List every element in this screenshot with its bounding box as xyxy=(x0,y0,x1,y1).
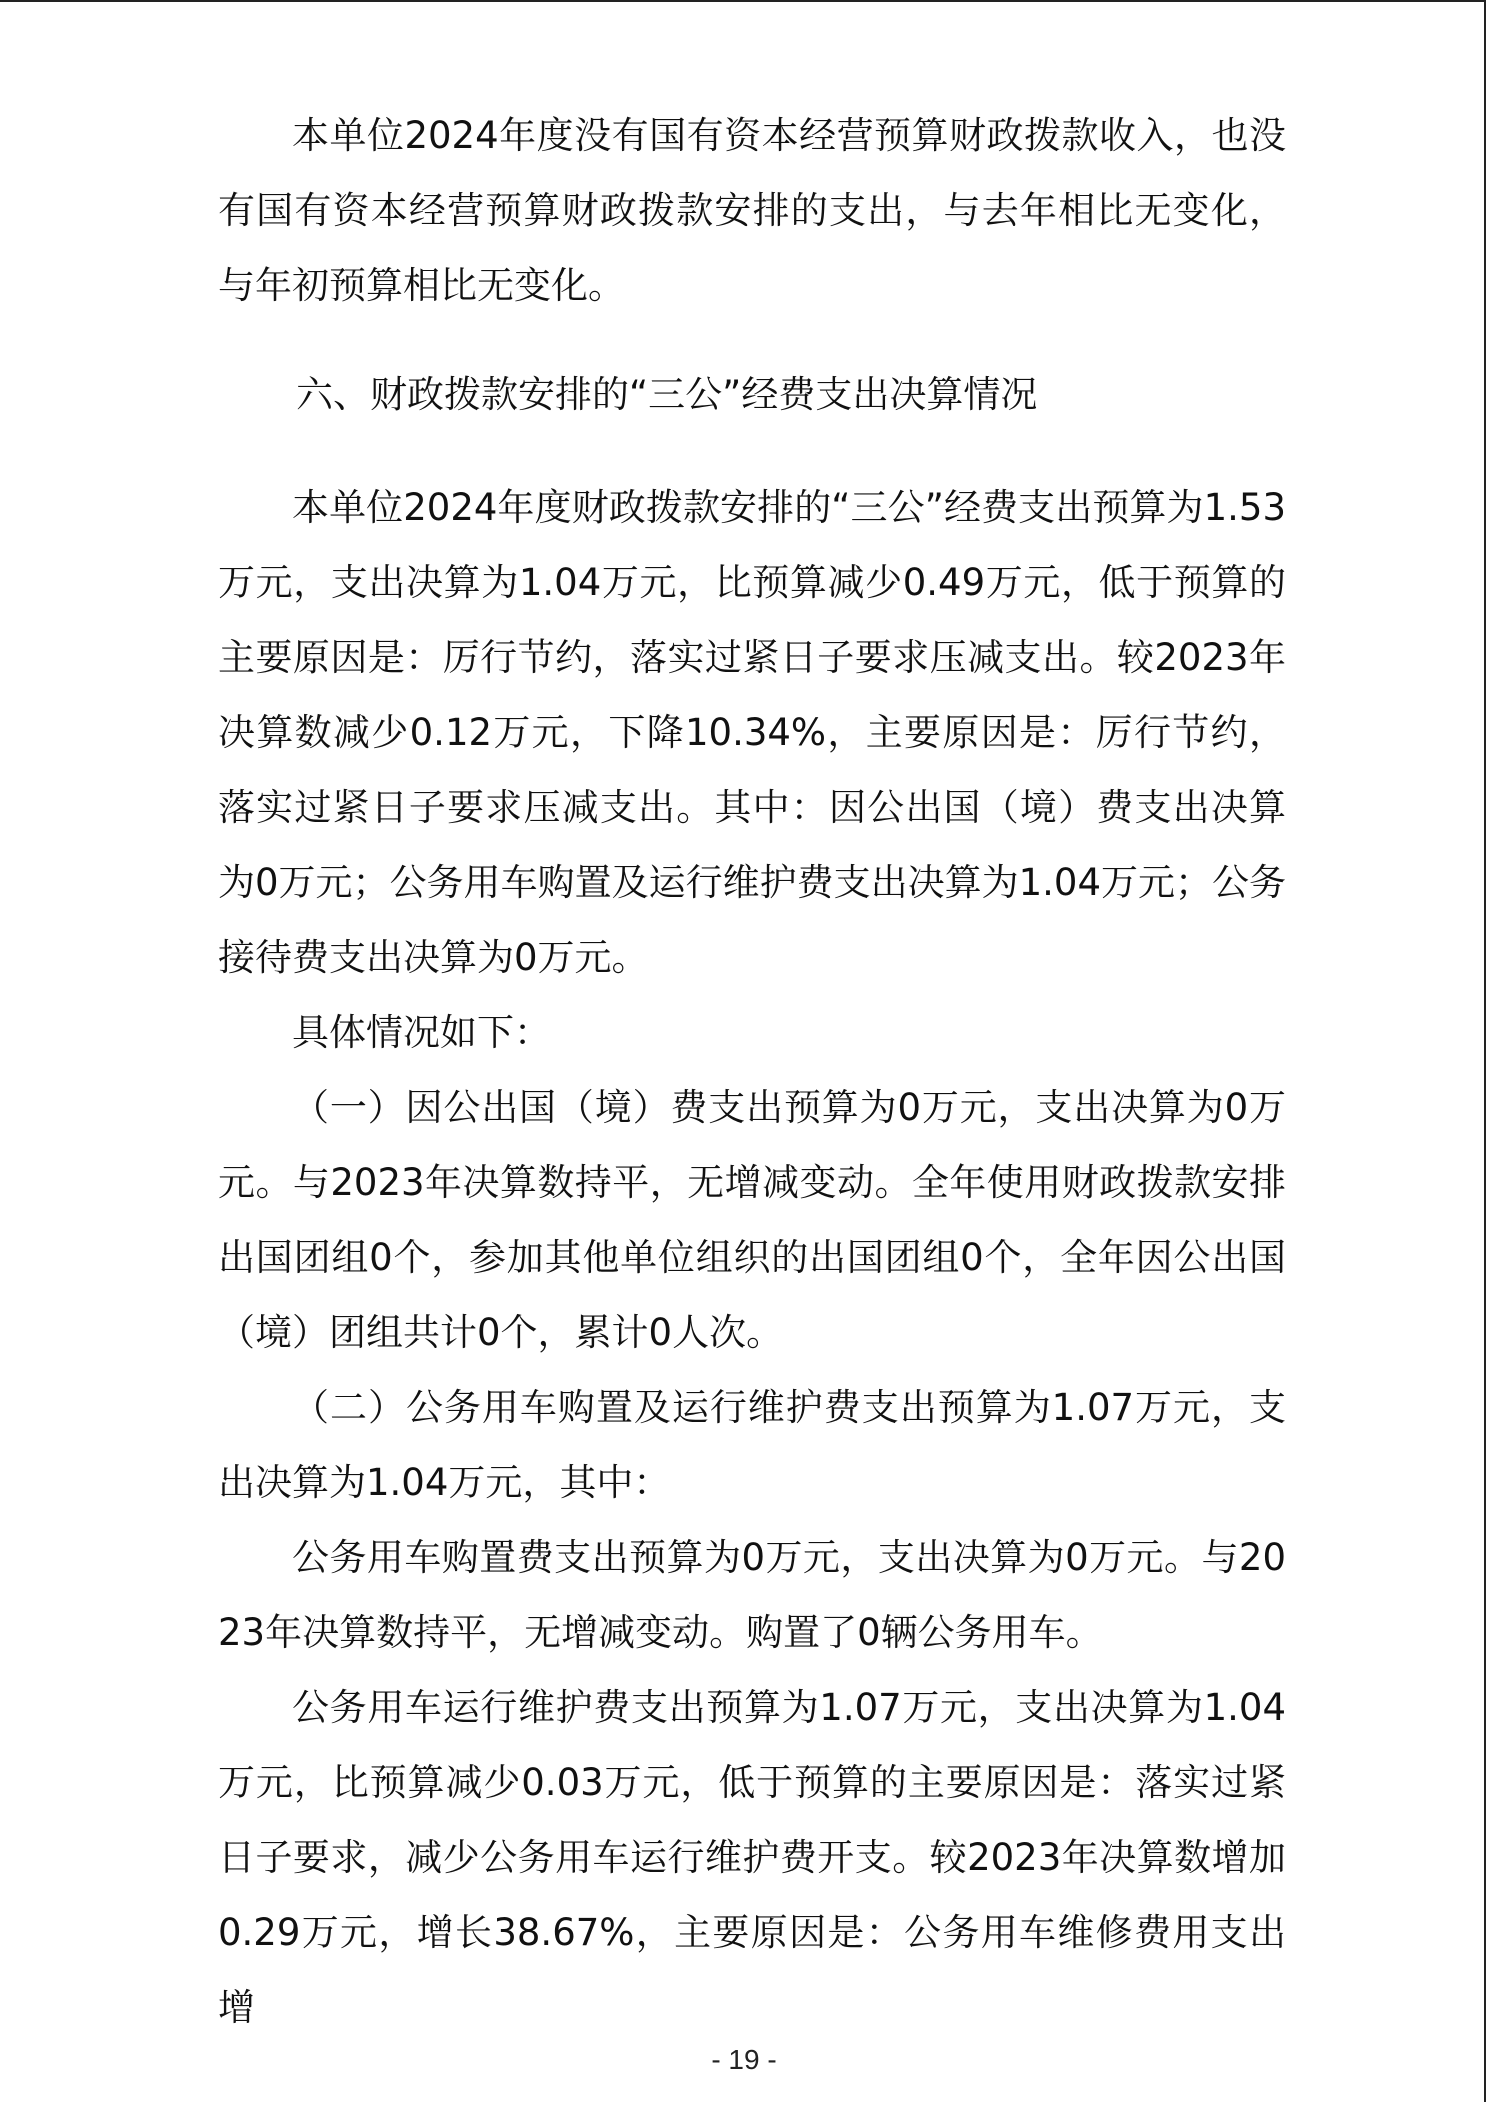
paragraph-vehicle-total: （二）公务用车购置及运行维护费支出预算为1.07万元，支出决算为1.04万元，其中： xyxy=(218,1386,1286,1504)
paragraph-vehicle-operation: 公务用车运行维护费支出预算为1.07万元，支出决算为1.04万元，比预算减少0.03万元，低于预算的主要原因是：落实过紧日子要求，减少公务用车运行维护费开支。较2023年决算数增加0.29万元，增长38.67%，主要原因是：公务用车维修费用支出增 xyxy=(218,1686,1286,2029)
paragraph-state-capital-budget: 本单位2024年度没有国有资本经营预算财政拨款收入，也没有国有资本经营预算财政拨款安排的支出，与去年相比无变化，与年初预算相比无变化。 xyxy=(218,114,1286,307)
paragraph-details-intro: 具体情况如下： xyxy=(292,1011,551,1054)
paragraph-overseas-travel: （一）因公出国（境）费支出预算为0万元，支出决算为0万元。与2023年决算数持平，无增减变动。全年使用财政拨款安排出国团组0个，参加其他单位组织的出国团组0个，全年因公出国（境）团组共计0个，累计0人次。 xyxy=(218,1086,1286,1354)
page-number: - 19 - xyxy=(711,2044,777,2075)
paragraph-vehicle-purchase: 公务用车购置费支出预算为0万元，支出决算为0万元。与2023年决算数持平，无增减变动。购置了0辆公务用车。 xyxy=(218,1536,1286,1654)
paragraph-three-public-overview: 本单位2024年度财政拨款安排的“三公”经费支出预算为1.53万元，支出决算为1.04万元，比预算减少0.49万元，低于预算的主要原因是：厉行节约，落实过紧日子要求压减支出。较2023年决算数减少0.12万元，下降10.34%，主要原因是：厉行节约，落实过紧日子要求压减支出。其中：因公出国（境）费支出决算为0万元；公务用车购置及运行维护费支出决算为1.04万元；公务接待费支出决算为0万元。 xyxy=(218,486,1286,979)
section-heading: 六、财政拨款安排的“三公”经费支出决算情况 xyxy=(296,373,1038,416)
document-body xyxy=(218,98,1286,2045)
